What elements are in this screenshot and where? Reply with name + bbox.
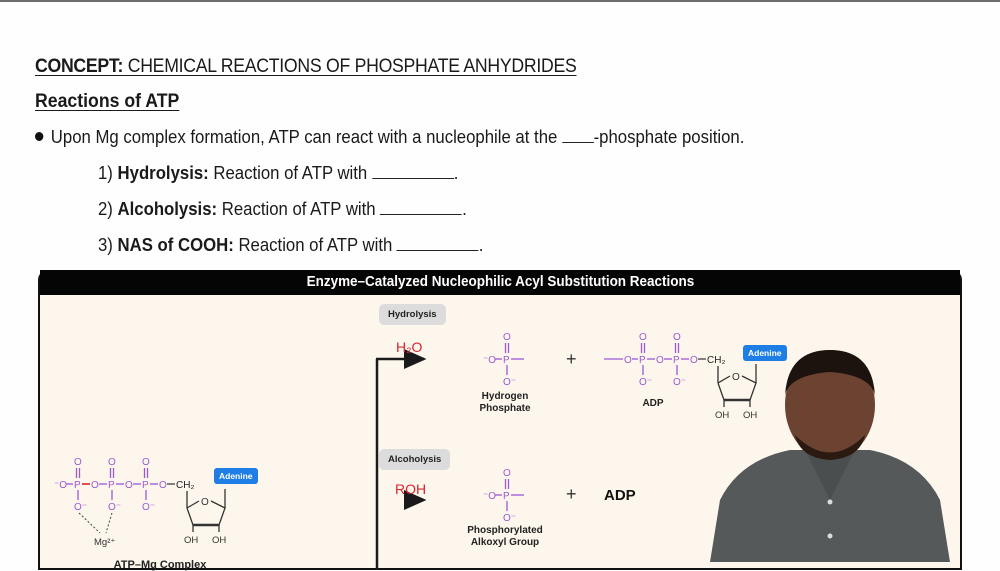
- plus-sign: +: [566, 484, 577, 504]
- item-text: Reaction of ATP with: [208, 163, 372, 183]
- fill-in-blank: [380, 199, 462, 215]
- svg-text:O: O: [639, 332, 647, 343]
- list-item-alcoholysis: [98, 199, 467, 220]
- item-number: 3): [98, 235, 113, 255]
- svg-text:P: P: [142, 480, 149, 491]
- hydrogen-phosphate-structure: [480, 330, 540, 390]
- svg-text:O: O: [91, 480, 99, 491]
- svg-text:O⁻: O⁻: [639, 377, 653, 388]
- section-subheading: Reactions of ATP: [35, 91, 180, 112]
- svg-text:O⁻: O⁻: [503, 513, 517, 524]
- bullet-text-after: -phosphate position.: [593, 127, 745, 147]
- svg-text:O: O: [74, 457, 82, 468]
- svg-text:⁻O: ⁻O: [483, 491, 497, 502]
- adenine-badge-atp: Adenine: [214, 468, 258, 484]
- svg-text:O: O: [624, 355, 632, 366]
- adp-label: ADP: [642, 398, 664, 409]
- top-border: [0, 0, 1000, 2]
- svg-text:O⁻: O⁻: [673, 377, 687, 388]
- svg-text:P: P: [503, 491, 510, 502]
- label-line: Phosphorylated: [467, 525, 543, 536]
- list-item-hydrolysis: [98, 163, 458, 184]
- figure-title: Enzyme–Catalyzed Nucleophilic Acyl Substitution Reactions: [306, 274, 694, 290]
- adenine-badge-adp: Adenine: [743, 345, 787, 361]
- svg-text:CH₂: CH₂: [176, 480, 195, 491]
- svg-text:O⁻: O⁻: [74, 502, 88, 513]
- adp-product: ADP: [604, 487, 636, 504]
- alcoholysis-pill: Alcoholysis: [379, 449, 450, 470]
- svg-text:OH: OH: [715, 410, 730, 421]
- svg-text:O: O: [201, 497, 209, 508]
- svg-text:O: O: [503, 468, 511, 479]
- svg-text:OH: OH: [212, 535, 227, 546]
- svg-text:⁻O: ⁻O: [483, 355, 497, 366]
- item-text: Reaction of ATP with: [233, 235, 397, 255]
- svg-text:O⁻: O⁻: [142, 502, 156, 513]
- fill-in-blank: [397, 235, 479, 251]
- svg-text:P: P: [673, 355, 680, 366]
- concept-label: CONCEPT:: [35, 56, 124, 77]
- svg-text:OH: OH: [743, 410, 758, 421]
- svg-text:O: O: [656, 355, 664, 366]
- svg-text:O: O: [503, 332, 511, 343]
- bullet-point: [35, 127, 744, 148]
- svg-text:O⁻: O⁻: [503, 377, 517, 388]
- concept-title: CHEMICAL REACTIONS OF PHOSPHATE ANHYDRIDES: [123, 56, 577, 77]
- item-text: Reaction of ATP with: [217, 199, 381, 219]
- item-term: NAS of COOH:: [117, 235, 234, 255]
- alcohol-reagent: ROH: [395, 481, 427, 497]
- svg-text:O: O: [108, 457, 116, 468]
- item-number: 2): [98, 199, 113, 219]
- item-number: 1): [98, 163, 113, 183]
- plus-sign: +: [566, 349, 577, 369]
- item-term: Alcoholysis:: [117, 199, 218, 219]
- bullet-dot-icon: [35, 132, 43, 141]
- svg-text:O: O: [125, 480, 133, 491]
- hydrolysis-pill: Hydrolysis: [379, 304, 446, 325]
- svg-text:P: P: [503, 355, 510, 366]
- bullet-text-before: Upon Mg complex formation, ATP can react with a nucleophile at the: [50, 127, 562, 147]
- phosphorylated-alkoxyl-structure: [480, 466, 540, 526]
- item-end: .: [453, 163, 459, 183]
- svg-text:OH: OH: [184, 535, 199, 546]
- svg-text:CH₂: CH₂: [707, 355, 726, 366]
- phosphorylated-alkoxyl-label: [460, 525, 550, 549]
- svg-text:Mg²⁺: Mg²⁺: [94, 537, 116, 548]
- svg-text:O: O: [673, 332, 681, 343]
- item-end: .: [462, 199, 467, 219]
- concept-heading: [35, 56, 576, 78]
- atp-mg-complex-label: ATP–Mg Complex: [113, 559, 207, 571]
- svg-text:O: O: [142, 457, 150, 468]
- label-line: Hydrogen: [481, 391, 529, 402]
- label-line: Phosphate: [479, 403, 531, 414]
- presenter-video: [700, 340, 960, 562]
- svg-text:O: O: [732, 372, 740, 383]
- fill-in-blank: [372, 163, 454, 179]
- fill-in-blank: [562, 127, 594, 143]
- svg-text:P: P: [639, 355, 646, 366]
- hydrogen-phosphate-label: [474, 391, 536, 415]
- svg-text:O: O: [159, 480, 167, 491]
- list-item-nas-cooh: [98, 235, 483, 256]
- item-end: .: [478, 235, 484, 255]
- svg-text:⁻O: ⁻O: [54, 480, 68, 491]
- svg-text:O: O: [690, 355, 698, 366]
- item-term: Hydrolysis:: [117, 163, 209, 183]
- svg-text:O⁻: O⁻: [108, 502, 122, 513]
- water-reagent: H₂O: [396, 339, 423, 355]
- svg-text:P: P: [74, 480, 81, 491]
- label-line: Alkoxyl Group: [470, 537, 540, 548]
- svg-text:P: P: [108, 480, 115, 491]
